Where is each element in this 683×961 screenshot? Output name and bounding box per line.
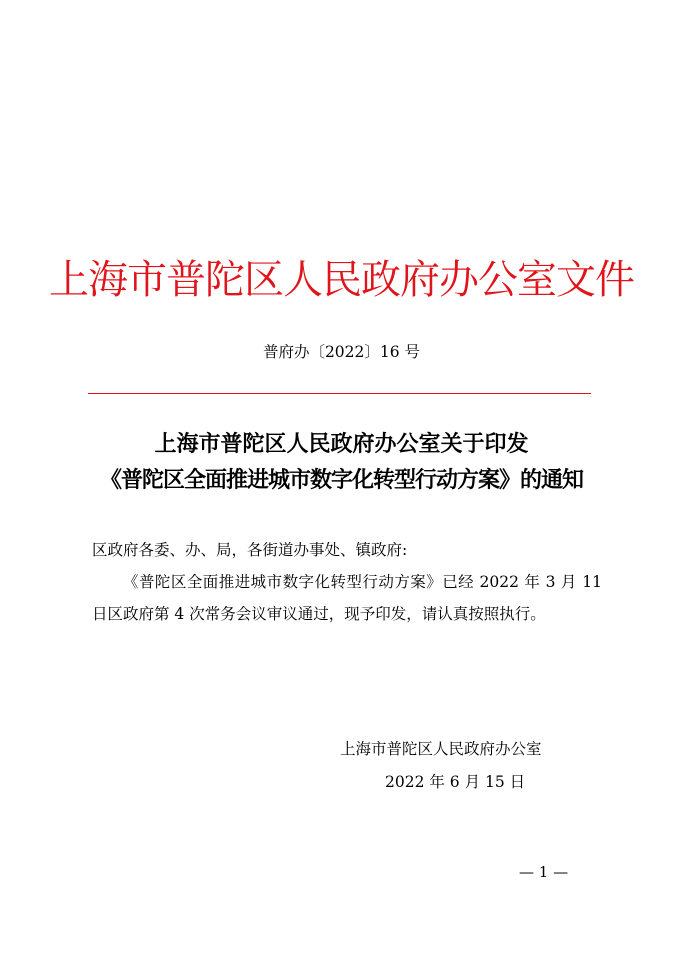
red-separator-line [88,393,591,394]
page-number: — 1 — [519,863,569,881]
notice-title-line-2: 《普陀区全面推进城市数字化转型行动方案》的通知 [99,467,583,493]
document-number: 普府办〔2022〕16 号 [262,343,421,361]
body-paragraph: 《普陀区全面推进城市数字化转型行动方案》已经 2022 年 3 月 11 日区政府第 4 次常务会议审议通过，现予印发，请认真按照执行。 [92,573,602,623]
notice-body [92,534,602,630]
issue-date: 2022 年 6 月 15 日 [385,773,526,791]
notice-title-line-1: 上海市普陀区人民政府办公室关于印发 [154,431,529,457]
notice-title [0,426,683,498]
addressee-line: 区政府各委、办、局，各街道办事处、镇政府: [92,541,408,559]
red-masthead: 上海市普陀区人民政府办公室文件 [49,257,634,303]
issuer-signature: 上海市普陀区人民政府办公室 [340,740,542,758]
